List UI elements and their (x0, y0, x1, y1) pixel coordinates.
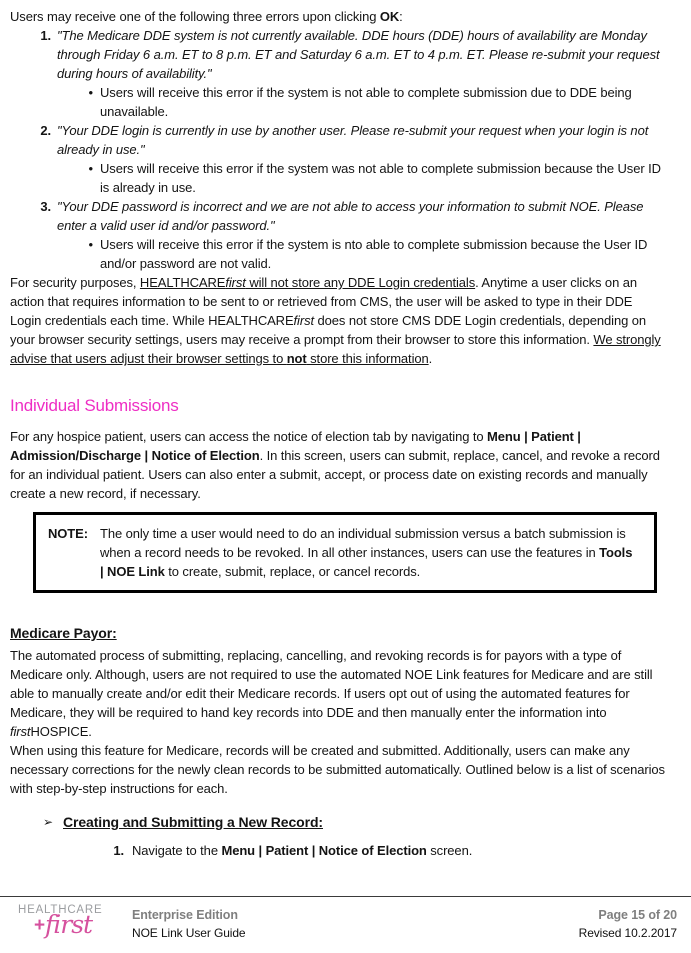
security-text: . Anytime a user clicks on an action that requires information to be sent to or retrieved from CMS, the user will be asked to type in their DDE Login credentials each time. While HEALTHCARE (10, 275, 637, 328)
step-text (132, 841, 472, 860)
step-number: 1. (113, 843, 124, 858)
security-text: For security purposes, (10, 275, 140, 290)
medicare-text: The automated process of submitting, replacing, cancelling, and revoking records is for payors with a type of Medicare only. Although, users are not required to use the automated NOE Link features for Medicare and are still able to manually create and/or edit their Medicare records. If users opt out of using the automated features for Medicare, they will be required to hand key records into DDE and then manually enter the information into (10, 648, 653, 720)
error-note-text: Users will receive this error if the system was not able to complete submission because the User ID is already in use. (100, 161, 661, 195)
security-paragraph (10, 273, 667, 368)
error-list (10, 26, 667, 273)
security-not-bold: not (286, 351, 307, 366)
individual-paragraph (10, 427, 667, 503)
error-number: 1. (40, 28, 51, 43)
individual-text: For any hospice patient, users can access the notice of election tab by navigating to (10, 429, 488, 444)
medicare-payor-heading-text: Medicare Payor: (10, 625, 117, 641)
security-underline: HEALTHCARE (139, 275, 226, 290)
intro-text: Users may receive one of the following three errors upon clicking (10, 9, 380, 24)
error-note-2 (10, 159, 667, 197)
error-note-text: Users will receive this error if the system is nto able to complete submission because the User ID and/or password are not valid. (100, 237, 648, 271)
security-period: . (428, 351, 433, 366)
footer-revised-date: Revised 10.2.2017 (578, 926, 677, 940)
menu-path-bold: Menu | Patient | Admission/Discharge | Notice of Election (10, 429, 581, 463)
footer-left-block (126, 904, 245, 942)
note-text (94, 524, 636, 581)
intro-colon: : (399, 9, 403, 24)
security-italic: first (293, 313, 314, 328)
note-body: to create, submit, replace, or cancel records. (164, 564, 421, 579)
individual-text: . In this screen, users can submit, replace, cancel, and revoke a record for an individual patient. Users can also enter a submit, accept, or process date on existing records and manually create a new record, if necessary. (10, 448, 660, 501)
arrowhead-icon: ➢ (43, 815, 53, 829)
step-body: screen. (426, 843, 473, 858)
footer-guide-title: NOE Link User Guide (132, 926, 246, 940)
error-item-2 (10, 121, 667, 159)
scenario-step-1 (10, 841, 667, 860)
plus-icon: + (34, 915, 45, 936)
error-number: 2. (40, 123, 51, 138)
medicare-payor-heading (10, 624, 667, 643)
footer-page-number: Page 15 of 20 (598, 908, 677, 922)
footer-right-block (579, 904, 677, 942)
note-label: NOTE: (48, 526, 88, 541)
security-text: does not store CMS DDE Login credentials, depending on your browser security settings, users may receive a prompt from their browser to store this information. (10, 313, 646, 347)
error-item-3 (10, 197, 667, 235)
security-underline-italic: first (225, 275, 246, 290)
error-quote: "The Medicare DDE system is not currently available. DDE hours (DDE) hours of availability are Monday through Friday 6 a.m. ET to 8 p.m. ET and Saturday 6 a.m. ET to 4 p.m. ET. Please re-submit your request during hours of availability." (57, 28, 660, 81)
logo-first-word: first (45, 910, 93, 939)
note-box (33, 512, 657, 593)
step-body: Navigate to the (132, 843, 222, 858)
page-footer (0, 896, 691, 953)
bullet-icon: • (88, 237, 93, 252)
first-italic: first (10, 724, 31, 739)
intro-ok-bold: OK (379, 9, 400, 24)
bullet-icon: • (88, 85, 93, 100)
scenario-heading-row (10, 813, 667, 832)
logo-healthcare-text: HEALTHCARE (18, 904, 103, 916)
medicare-paragraph-1 (10, 646, 667, 741)
bullet-icon: • (88, 161, 93, 176)
error-note-1 (10, 83, 667, 121)
error-quote: "Your DDE password is incorrect and we are not able to access your information to submit NOE. Please enter a valid user id and/or password." (57, 199, 644, 233)
error-quote: "Your DDE login is currently in use by another user. Please re-submit your request when your login is not already in use." (57, 123, 649, 157)
footer-edition: Enterprise Edition (132, 908, 238, 922)
security-advice-underline: store this information (306, 351, 429, 366)
note-tools-bold: Tools | NOE Link (100, 545, 633, 579)
note-body: The only time a user would need to do an individual submission versus a batch submission is when a record needs to be revoked. In all other instances, users can use the features in (100, 526, 626, 560)
medicare-paragraph-2: When using this feature for Medicare, records will be created and submitted. Additionally, users can make any necessary corrections for the newly clean records to be submitted automatically. Outlined below is a list of scenarios with step-by-step instructions for each. (10, 743, 665, 796)
individual-submissions-heading: Individual Submissions (10, 396, 179, 415)
error-note-text: Users will receive this error if the system is not able to complete submission due to DDE being unavailable. (100, 85, 632, 119)
medicare-text: HOSPICE. (30, 724, 92, 739)
error-number: 3. (40, 199, 51, 214)
intro-paragraph (10, 7, 667, 26)
step-menu-path-bold: Menu | Patient | Notice of Election (221, 843, 427, 858)
healthcarefirst-logo (14, 904, 126, 942)
security-advice-underline: We strongly advise that users adjust their browser settings to (10, 332, 661, 366)
error-item-1 (10, 26, 667, 83)
error-note-3 (10, 235, 667, 273)
security-underline: will not store any DDE Login credentials (245, 275, 476, 290)
scenario-heading: Creating and Submitting a New Record: (63, 814, 323, 830)
